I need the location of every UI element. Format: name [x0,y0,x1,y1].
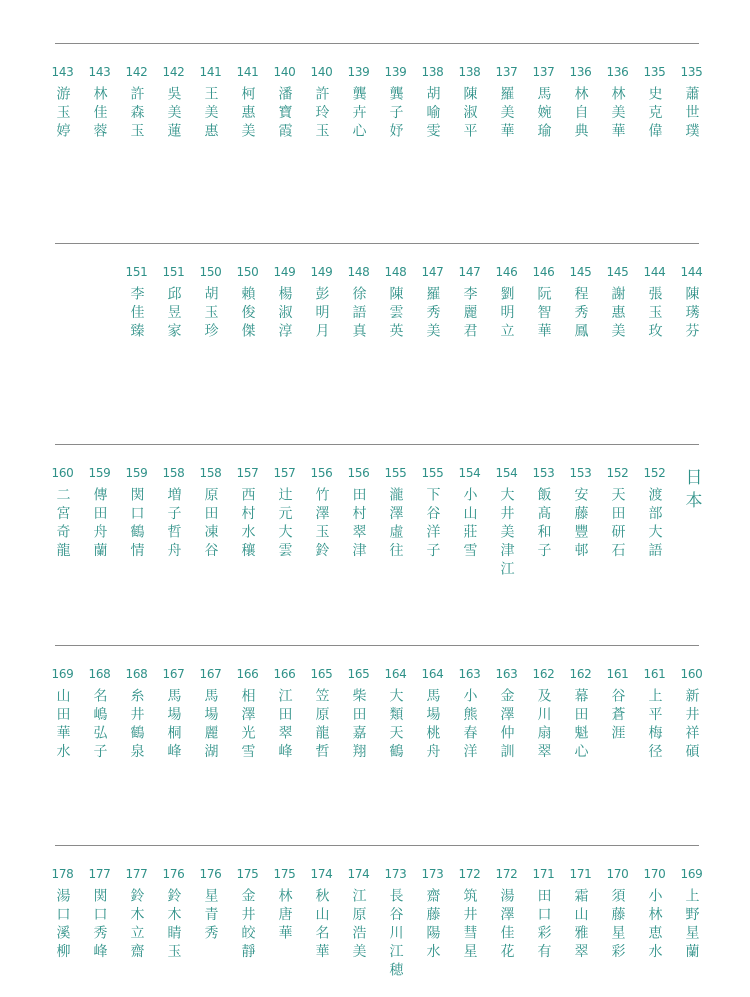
page-number: 136 [606,65,629,79]
name-entry [266,867,303,981]
name-entry [155,867,192,981]
artist-name: 増子哲舟 [165,487,182,561]
artist-name: 蕭世璞 [683,86,700,142]
page-number: 172 [458,867,481,881]
artist-name: 長谷川江穂 [387,888,404,981]
artist-name: 胡玉珍 [202,286,219,342]
artist-name: 関口鶴情 [128,487,145,561]
name-entry [81,667,118,762]
page-number: 146 [532,265,555,279]
name-entry [229,867,266,981]
name-entry [118,466,155,580]
page-number: 148 [347,265,370,279]
artist-name: 許森玉 [128,86,145,142]
name-entry [303,466,340,580]
page-number: 157 [273,466,296,480]
artist-name: 竹澤玉鈴 [313,487,330,561]
artist-name: 大井美津江 [498,487,515,580]
artist-name: 彭明月 [313,286,330,342]
page-number: 161 [606,667,629,681]
artist-name: 李麗君 [461,286,478,342]
name-entry [673,667,710,762]
artist-name: 江田翠峰 [276,688,293,762]
artist-name: 龔卉心 [350,86,367,142]
page-number: 163 [495,667,518,681]
artist-name: 徐語真 [350,286,367,342]
name-entry [377,265,414,342]
page-number: 160 [680,667,703,681]
artist-name: 張玉玫 [646,286,663,342]
artist-name: 鈴木睛玉 [165,888,182,962]
artist-name: 上平梅径 [646,688,663,762]
artist-name: 天田研石 [609,487,626,561]
page-number: 150 [199,265,222,279]
page-number: 165 [310,667,333,681]
name-entry [266,466,303,580]
page-number: 173 [421,867,444,881]
name-entry [488,667,525,762]
name-entry [118,667,155,762]
artist-name: 小山莊雪 [461,487,478,561]
name-entry [192,867,229,981]
name-entry [81,65,118,142]
page-number: 145 [606,265,629,279]
name-entry [229,65,266,142]
name-entry [303,867,340,981]
name-entry [303,265,340,342]
name-entry [599,265,636,342]
page-number: 140 [310,65,333,79]
page-number: 159 [125,466,148,480]
page-number: 174 [347,867,370,881]
divider-line [55,444,699,445]
name-entry [377,867,414,981]
page-number: 175 [236,867,259,881]
page-number: 148 [384,265,407,279]
artist-name: 新井祥碩 [683,688,700,762]
artist-name: 江原浩美 [350,888,367,962]
name-entry [599,867,636,981]
page-number: 167 [199,667,222,681]
page-number: 171 [532,867,555,881]
artist-name: 潘寶霞 [276,86,293,142]
artist-name: 原田凍谷 [202,487,219,561]
page-number: 176 [199,867,222,881]
name-entry [81,466,118,580]
artist-name: 及川扇翠 [535,688,552,762]
name-entry [44,65,81,142]
page-number: 166 [236,667,259,681]
artist-name: 瀧澤虛往 [387,487,404,561]
artist-name: 二宮奇龍 [54,487,71,561]
artist-name: 傳田舟蘭 [91,487,108,561]
page-number: 139 [384,65,407,79]
page-number: 153 [532,466,555,480]
page-number: 162 [569,667,592,681]
page-number: 159 [88,466,111,480]
name-entry [44,466,81,580]
artist-name: 齋藤陽水 [424,888,441,962]
name-entry [118,65,155,142]
entry-columns [44,265,710,342]
artist-name: 許玲玉 [313,86,330,142]
page-number: 153 [569,466,592,480]
artist-name: 幕田魁心 [572,688,589,762]
page-number: 141 [199,65,222,79]
artist-name: 田口彩有 [535,888,552,962]
page-number: 160 [51,466,74,480]
name-entry [118,867,155,981]
page-number: 172 [495,867,518,881]
page-number: 146 [495,265,518,279]
artist-name: 程秀鳳 [572,286,589,342]
page-number: 142 [162,65,185,79]
name-entry [192,265,229,342]
page-number: 144 [680,265,703,279]
name-entry [525,466,562,580]
name-entry [562,65,599,142]
artist-name: 小林恵水 [646,888,663,962]
artist-name: 星青秀 [202,888,219,944]
page-number: 169 [51,667,74,681]
name-entry [229,265,266,342]
name-entry [118,265,155,342]
page-number: 144 [643,265,666,279]
name-entry [192,667,229,762]
page-number: 138 [421,65,444,79]
name-entry [451,667,488,762]
artist-name: 谷蒼涯 [609,688,626,744]
page-number: 149 [273,265,296,279]
name-entry [229,466,266,580]
page-number: 167 [162,667,185,681]
page-number: 164 [384,667,407,681]
artist-name: 龔子妤 [387,86,404,142]
page-number: 178 [51,867,74,881]
page-number: 163 [458,667,481,681]
name-entry [488,867,525,981]
page-number: 165 [347,667,370,681]
page-number: 170 [643,867,666,881]
artist-name: 林唐華 [276,888,293,944]
page-number: 137 [495,65,518,79]
name-entry [266,65,303,142]
name-entry [488,65,525,142]
page-number: 166 [273,667,296,681]
artist-name: 鈴木立齋 [128,888,145,962]
artist-name: 笠原龍哲 [313,688,330,762]
name-entry [303,65,340,142]
page-number: 168 [125,667,148,681]
name-entry [562,867,599,981]
name-entry [673,65,710,142]
page-number: 147 [458,265,481,279]
page-number: 171 [569,867,592,881]
name-entry [229,667,266,762]
name-entry [599,466,636,580]
artist-name: 筑井彗星 [461,888,478,962]
page-number: 158 [199,466,222,480]
artist-name: 史克偉 [646,86,663,142]
artist-name: 馬場麗湖 [202,688,219,762]
page-number: 138 [458,65,481,79]
name-entry [192,65,229,142]
name-entry [488,466,525,580]
name-entry [525,65,562,142]
name-entry [451,65,488,142]
name-entry [451,466,488,580]
page-number: 164 [421,667,444,681]
name-entry [303,667,340,762]
artist-name: 賴俊傑 [239,286,256,342]
page-number: 141 [236,65,259,79]
section-heading-column [673,466,710,580]
artist-name: 柴田嘉翔 [350,688,367,762]
page-number: 152 [643,466,666,480]
entry-columns [44,667,710,762]
name-entry [525,667,562,762]
page-number: 177 [88,867,111,881]
artist-name: 陳璓芬 [683,286,700,342]
artist-name: 須藤星彩 [609,888,626,962]
divider-line [55,243,699,244]
name-entry [488,265,525,342]
divider-line [55,845,699,846]
page-number: 156 [347,466,370,480]
page-number: 156 [310,466,333,480]
page-number: 158 [162,466,185,480]
page-number: 169 [680,867,703,881]
artist-name: 秋山名華 [313,888,330,962]
artist-name: 謝惠美 [609,286,626,342]
name-entry [636,65,673,142]
page-number: 177 [125,867,148,881]
name-entry [340,265,377,342]
artist-name: 柯惠美 [239,86,256,142]
page-number: 143 [51,65,74,79]
artist-name: 陳淑平 [461,86,478,142]
artist-name: 羅美華 [498,86,515,142]
name-entry [414,65,451,142]
name-entry [414,466,451,580]
name-entry [155,65,192,142]
name-entry [451,265,488,342]
artist-name: 劉明立 [498,286,515,342]
page-number: 162 [532,667,555,681]
artist-name: 邱昱家 [165,286,182,342]
page-number: 140 [273,65,296,79]
artist-name: 大類天鶴 [387,688,404,762]
artist-name: 馬場桃舟 [424,688,441,762]
name-entry [340,65,377,142]
artist-name: 游玉婷 [54,86,71,142]
artist-name: 湯澤佳花 [498,888,515,962]
page-number: 175 [273,867,296,881]
page-number: 136 [569,65,592,79]
artist-name: 李佳臻 [128,286,145,342]
name-entry [155,466,192,580]
artist-name: 小熊春洋 [461,688,478,762]
artist-name: 林自典 [572,86,589,142]
page-number: 174 [310,867,333,881]
artist-name: 西村水穰 [239,487,256,561]
page-number: 151 [162,265,185,279]
artist-name: 下谷洋子 [424,487,441,561]
name-entry [340,466,377,580]
page-number: 176 [162,867,185,881]
page-number: 147 [421,265,444,279]
artist-name: 上野星蘭 [683,888,700,962]
name-entry [636,667,673,762]
artist-name: 馬場桐峰 [165,688,182,762]
artist-name: 安藤豐邨 [572,487,589,561]
artist-name: 辻元大雲 [276,487,293,561]
name-entry [673,265,710,342]
name-entry [377,65,414,142]
name-entry [414,265,451,342]
name-entry [266,667,303,762]
name-entry [636,867,673,981]
name-entry [44,667,81,762]
name-entry [414,667,451,762]
name-entry [266,265,303,342]
name-entry [81,867,118,981]
name-entry [562,466,599,580]
name-entry [636,466,673,580]
name-entry [377,466,414,580]
page-number: 135 [643,65,666,79]
artist-name: 馬婉瑜 [535,86,552,142]
name-entry [673,867,710,981]
name-entry [599,667,636,762]
page-number: 168 [88,667,111,681]
artist-name: 飯髙和子 [535,487,552,561]
artist-name: 田村翠津 [350,487,367,561]
name-entry [414,867,451,981]
section-heading: 日本 [681,468,702,514]
page-number: 170 [606,867,629,881]
artist-name: 阮智華 [535,286,552,342]
name-entry [636,265,673,342]
divider-line [55,43,699,44]
artist-name: 金井皎靜 [239,888,256,962]
artist-name: 相澤光雪 [239,688,256,762]
page-number: 139 [347,65,370,79]
page-number: 142 [125,65,148,79]
page-number: 173 [384,867,407,881]
name-entry [155,265,192,342]
artist-name: 名嶋弘子 [91,688,108,762]
name-entry [562,667,599,762]
page-number: 154 [458,466,481,480]
artist-name: 胡喻雯 [424,86,441,142]
name-entry [599,65,636,142]
artist-name: 王美惠 [202,86,219,142]
artist-name: 林美華 [609,86,626,142]
name-entry [155,667,192,762]
name-entry [562,265,599,342]
page-number: 155 [384,466,407,480]
artist-name: 湯口溪柳 [54,888,71,962]
page-number: 145 [569,265,592,279]
page-number: 150 [236,265,259,279]
artist-name: 関口秀峰 [91,888,108,962]
artist-name: 陳雲英 [387,286,404,342]
divider-line [55,645,699,646]
page-number: 161 [643,667,666,681]
page-number: 135 [680,65,703,79]
name-entry [44,867,81,981]
artist-name: 糸井鶴泉 [128,688,145,762]
name-entry [525,867,562,981]
page-number: 137 [532,65,555,79]
name-entry [377,667,414,762]
page-number: 155 [421,466,444,480]
artist-name: 山田華水 [54,688,71,762]
artist-name: 霜山雅翠 [572,888,589,962]
page-number: 154 [495,466,518,480]
artist-name: 金澤仲訓 [498,688,515,762]
page-number: 149 [310,265,333,279]
entry-columns [44,867,710,981]
page-number: 157 [236,466,259,480]
entry-columns [44,466,710,580]
name-entry [525,265,562,342]
artist-name: 渡部大語 [646,487,663,561]
page-number: 143 [88,65,111,79]
artist-name: 楊淑淳 [276,286,293,342]
name-entry [451,867,488,981]
artist-name: 羅秀美 [424,286,441,342]
name-entry [340,867,377,981]
name-entry [192,466,229,580]
page-number: 151 [125,265,148,279]
artist-name: 吳美蓮 [165,86,182,142]
artist-name: 林佳蓉 [91,86,108,142]
entry-columns [44,65,710,142]
page-number: 152 [606,466,629,480]
name-entry [340,667,377,762]
